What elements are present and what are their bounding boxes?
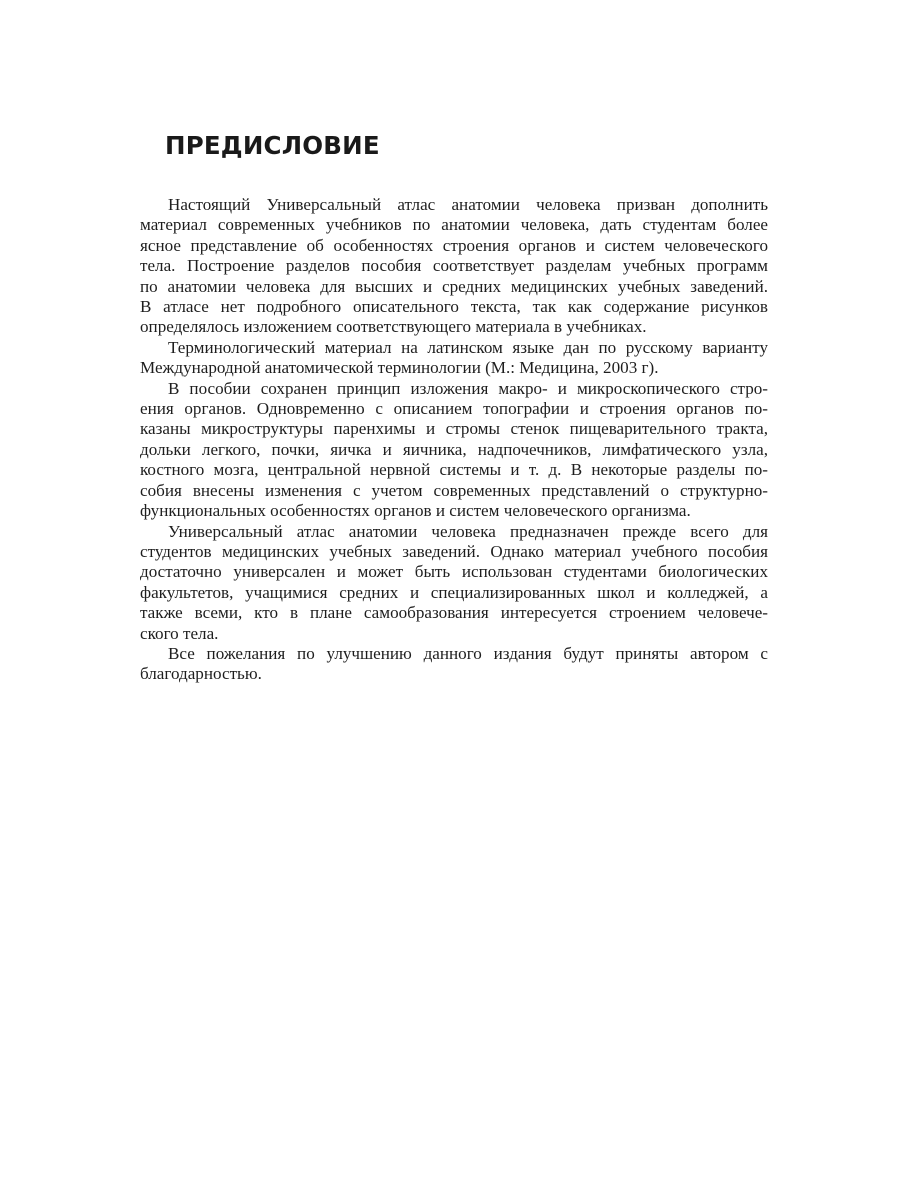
text-line: по анатомии человека для высших и средних медицинских учебных заведений.	[140, 276, 768, 296]
paragraph-2	[140, 338, 768, 379]
paragraph-1	[140, 195, 768, 338]
paragraph-4	[140, 522, 768, 644]
text-line: благодарностью.	[140, 664, 262, 684]
text-line: собия внесены изменения с учетом современных представлений о структурно-	[140, 480, 768, 500]
text-line: Международной анатомической терминологии (М.: Медицина, 2003 г).	[140, 358, 659, 378]
text-line: ясное представление об особенностях строения органов и систем человеческого	[140, 235, 768, 255]
text-line: функциональных особенностях органов и систем человеческого организма.	[140, 501, 691, 521]
text-line: студентов медицинских учебных заведений. Однако материал учебного пособия	[140, 541, 768, 561]
text-line: также всеми, кто в плане самообразования интересуется строением человече-	[140, 603, 768, 623]
text-line: материал современных учебников по анатомии человека, дать студентам более	[140, 215, 768, 235]
text-line: казаны микроструктуры паренхимы и стромы стенок пищеварительного тракта,	[140, 419, 768, 439]
preface-body	[140, 195, 768, 685]
paragraph-5	[140, 644, 768, 685]
paragraph-3	[140, 379, 768, 522]
text-line: Настоящий Универсальный атлас анатомии человека призван дополнить	[168, 195, 768, 214]
text-line: костного мозга, центральной нервной системы и т. д. В некоторые разделы по-	[140, 460, 768, 480]
page-title: ПРЕДИСЛОВИЕ	[165, 131, 380, 160]
text-line: тела. Построение разделов пособия соответствует разделам учебных программ	[140, 256, 768, 276]
text-line: факультетов, учащимися средних и специализированных школ и колледжей, а	[140, 582, 768, 602]
text-line: достаточно универсален и может быть использован студентами биологических	[140, 562, 768, 582]
text-line: Терминологический материал на латинском языке дан по русскому варианту	[168, 337, 768, 357]
text-line: Все пожелания по улучшению данного издания будут приняты автором с	[168, 643, 768, 663]
text-line: ения органов. Одновременно с описанием топографии и строения органов по-	[140, 399, 768, 419]
text-line: В пособии сохранен принцип изложения макро- и микроскопического стро-	[168, 378, 768, 398]
text-line: определялось изложением соответствующего материала в учебниках.	[140, 317, 647, 337]
text-line: Универсальный атлас анатомии человека предназначен прежде всего для	[168, 521, 768, 541]
text-line: ского тела.	[140, 623, 219, 643]
text-line: дольки легкого, почки, яичка и яичника, надпочечников, лимфатического узла,	[140, 439, 768, 459]
text-line: В атласе нет подробного описательного текста, так как содержание рисунков	[140, 297, 768, 317]
